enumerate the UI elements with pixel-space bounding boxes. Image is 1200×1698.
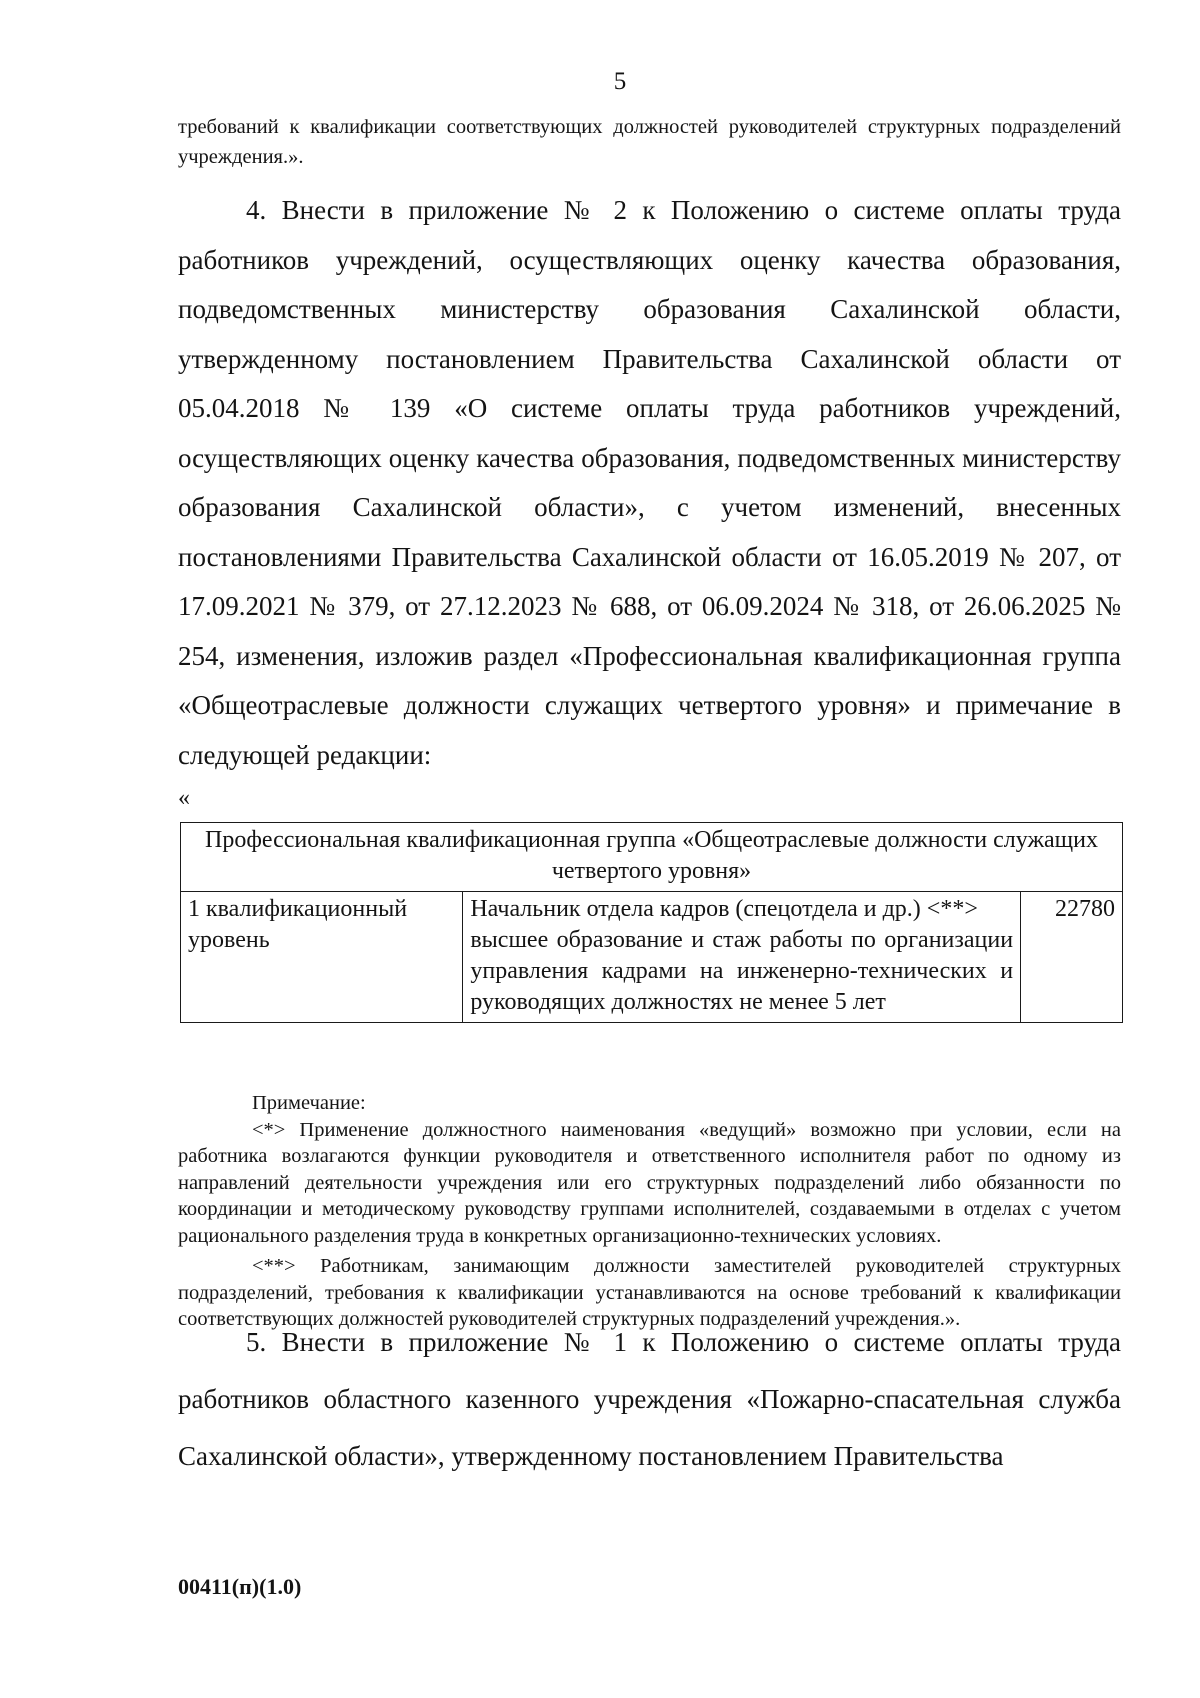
document-code: 00411(п)(1.0) xyxy=(178,1574,302,1599)
table-header: Профессиональная квалификационная группа «Общеотраслевые должности служащих четвертого уровня» xyxy=(181,823,1123,892)
position-requirements: высшее образование и стаж работы по организации управления кадрами на инженерно-технических и руководящих должностях не менее 5 лет xyxy=(470,927,1014,1015)
position-cell xyxy=(463,892,1021,1023)
salary-cell: 22780 xyxy=(1021,892,1123,1023)
continued-paragraph: требований к квалификации соответствующих должностей руководителей структурных подразделений учреждения.». xyxy=(178,116,1121,168)
opening-quote: « xyxy=(178,785,190,811)
notes-heading: Примечание: xyxy=(252,1092,366,1114)
item-4-paragraph: 4. Внести в приложение № 2 к Положению о системе оплаты труда работников учреждений, осуществляющих оценку качества образования, подведомственных министерству образования Сахалинской области, утвержденному постановлением Правительства Сахалинской области от 05.04.2018 № 139 «О системе оплаты труда работников учреждений, осуществляющих оценку качества образования, подведомственных министерству образования Сахалинской области», с учетом изменений, внесенных постановлениями Правительства Сахалинской области от 16.05.2019 № 207, от 17.09.2021 № 379, от 27.12.2023 № 688, от 06.09.2024 № 318, от 26.06.2025 № 254, изменения, изложив раздел «Профессиональная квалификационная группа «Общеотраслевые должности служащих четвертого уровня» и примечание в следующей редакции: xyxy=(178,195,1121,770)
table-row xyxy=(181,892,1123,1023)
table-header-row xyxy=(181,823,1123,892)
page-number: 5 xyxy=(613,68,627,95)
note-1: <*> Применение должностного наименования «ведущий» возможно при условии, если на работника возлагаются функции руководителя и ответственного исполнителя работ по одному из направлений деятельности учреждения или его структурных подразделений либо обязанности по координации и методическому руководству группами исполнителей, создаваемыми в отделах с учетом рационального разделения труда в конкретных организационно-технических условиях. xyxy=(178,1118,1121,1247)
note-2: <**> Работникам, занимающим должности заместителей руководителей структурных подразделений, требования к квалификации устанавливаются на основе требований к квалификации соответствующих должностей руководителей структурных подразделений учреждения.». xyxy=(178,1255,1121,1330)
qualification-group-table xyxy=(180,822,1123,1023)
position-title: Начальник отдела кадров (спецотдела и др.) <**> xyxy=(470,896,978,922)
qualification-level-cell: 1 квалификационный уровень xyxy=(181,892,463,1023)
item-5-paragraph: 5. Внести в приложение № 1 к Положению о системе оплаты труда работников областного казенного учреждения «Пожарно-спасательная служба Сахалинской области», утвержденному постановлением Правительства xyxy=(178,1327,1121,1471)
notes-section xyxy=(178,1090,1121,1333)
